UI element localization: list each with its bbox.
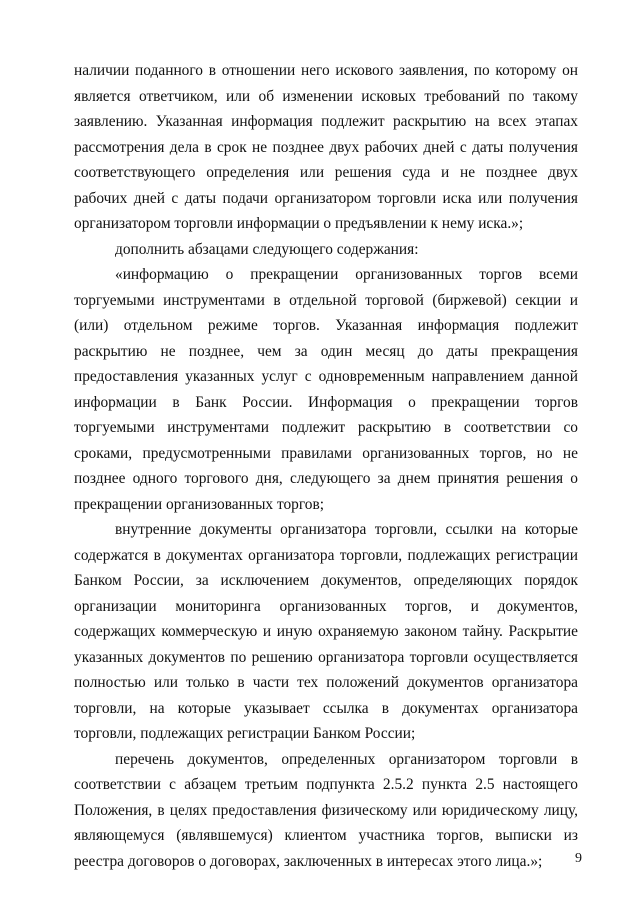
document-page (74, 58, 578, 874)
page-number: 9 (575, 851, 582, 866)
paragraph-internal-documents: внутренние документы организатора торговли, ссылки на которые содержатся в документах организатора торговли, подлежащих регистрации Банком России, за исключением документов, определяющих порядок организации мониторинга организованных торгов, и документов, содержащих коммерческую и иную охраняемую законом тайну. Раскрытие указанных документов по решению организатора торговли осуществляется полностью или только в части тех положений документов организатора торговли, на которые указывает ссылка в документах организатора торговли, подлежащих регистрации Банком России; (74, 521, 578, 742)
paragraph-documents-list: перечень документов, определенных организатором торговли в соответствии с абзацем третьим подпункта 2.5.2 пункта 2.5 настоящего Положения, в целях предоставления физическому или юридическому лицу, являющемуся (являвшемуся) клиентом участника торгов, выписки из реестра договоров о договорах, заключенных в интересах этого лица.»; (74, 750, 578, 870)
paragraph-continuation: наличии поданного в отношении него искового заявления, по которому он является ответчиком, или об изменении исковых требований по такому заявлению. Указанная информация подлежит раскрытию на всех этапах рассмотрения дела в срок не позднее двух рабочих дней с даты получения соответствующего определения или решения суда и не позднее двух рабочих дней с даты подачи организатором торговли иска или получения организатором торговли информации о предъявлении к нему иска.»; (74, 62, 578, 232)
paragraph-add-intro: дополнить абзацами следующего содержания: (115, 240, 419, 258)
paragraph-trading-termination: «информацию о прекращении организованных торгов всеми торгуемыми инструментами в отдельной торговой (биржевой) секции и (или) отдельном режиме торгов. Указанная информация подлежит раскрытию не позднее, чем за один месяц до даты прекращения предоставления указанных услуг с одновременным направлением данной информации в Банк России. Информация о прекращении торгов торгуемыми инструментами подлежит раскрытию в соответствии со сроками, предусмотренными правилами организованных торгов, но не позднее одного торгового дня, следующего за днем принятия решения о прекращении организованных торгов; (74, 266, 578, 513)
